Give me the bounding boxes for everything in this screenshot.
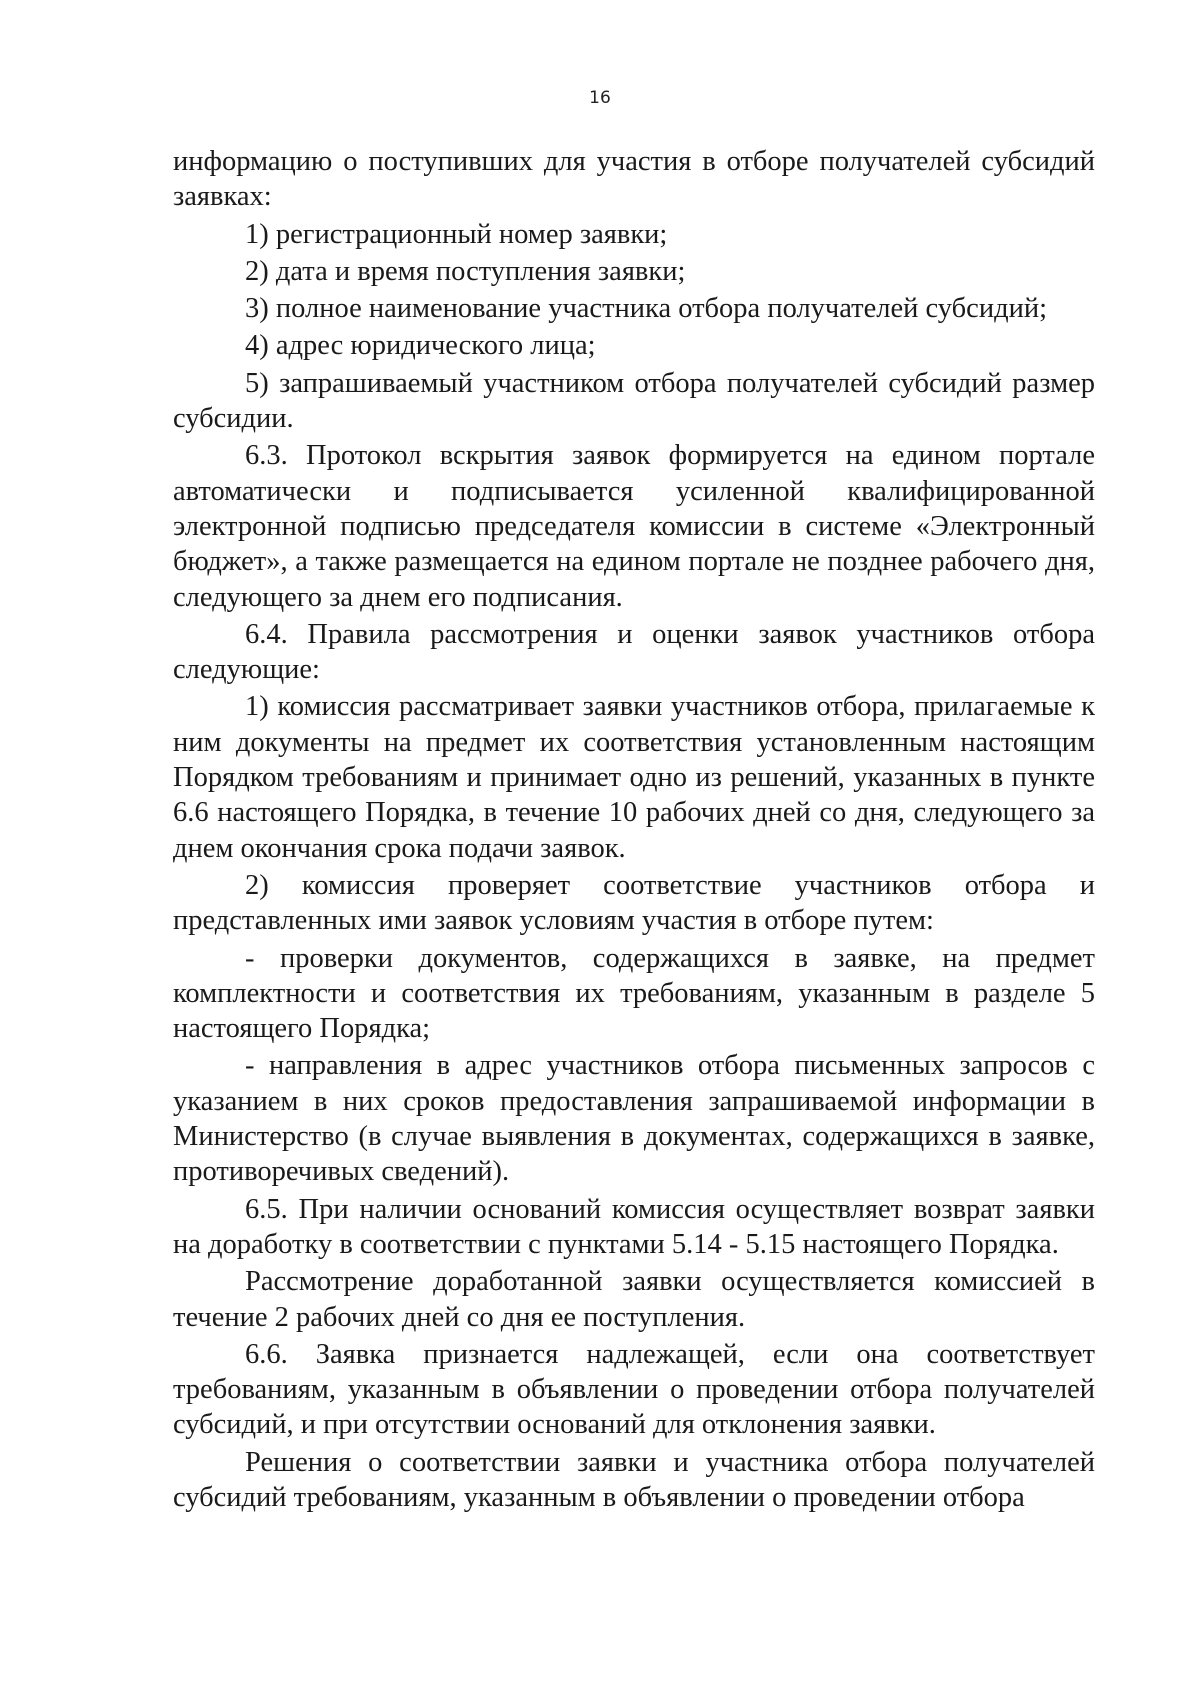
list-item-subsidy-amount: 5) запрашиваемый участником отбора получателей субсидий размер субсидии.: [173, 367, 1095, 435]
paragraph-decisions: Решения о соответствии заявки и участника отбора получателей субсидий требованиям, указанным в объявлении о проведении отбора: [173, 1446, 1095, 1513]
page-number: 16: [589, 88, 611, 108]
paragraph-6-3: 6.3. Протокол вскрытия заявок формируется на едином портале автоматически и подписывается усиленной квалифицированной электронной подписью председателя комиссии в системе «Электронный бюджет», а также размещается на едином портале не позднее рабочего дня, следующего за днем его подписания.: [173, 440, 1095, 613]
paragraph-6-6: 6.6. Заявка признается надлежащей, если она соответствует требованиям, указанным в объявлении о проведении отбора получателей субсидий, и при отсутствии оснований для отклонения заявки.: [173, 1338, 1095, 1441]
list-item-full-name: 3) полное наименование участника отбора получателей субсидий;: [245, 293, 1047, 325]
document-body: [173, 144, 1095, 1517]
paragraph-6-4-item-2: 2) комиссия проверяет соответствие участников отбора и представленных ими заявок условиям участия в отборе путем:: [173, 869, 1095, 937]
paragraph-send-requests: - направления в адрес участников отбора письменных запросов с указанием в них сроков предоставления запрашиваемой информации в Министерство (в случае выявления в документах, содержащихся в заявке, противоречивых сведений).: [173, 1050, 1095, 1188]
paragraph-review-revised: Рассмотрение доработанной заявки осуществляется комиссией в течение 2 рабочих дней со дня ее поступления.: [173, 1266, 1095, 1333]
list-item-registration-number: 1) регистрационный номер заявки;: [245, 218, 668, 250]
paragraph-6-4-item-1: 1) комиссия рассматривает заявки участников отбора, прилагаемые к ним документы на предмет их соответствия установленным настоящим Порядком требованиям и принимает одно из решений, указанных в пункте 6.6 настоящего Порядка, в течение 10 рабочих дней со дня, следующего за днем окончания срока подачи заявок.: [173, 691, 1095, 864]
list-item-date-time: 2) дата и время поступления заявки;: [245, 255, 686, 287]
list-item-legal-address: 4) адрес юридического лица;: [245, 330, 596, 362]
paragraph-6-5: 6.5. При наличии оснований комиссия осуществляет возврат заявки на доработку в соответствии с пунктами 5.14 - 5.15 настоящего Порядка.: [173, 1193, 1095, 1260]
paragraph-intro: информацию о поступивших для участия в отборе получателей субсидий заявках:: [173, 146, 1095, 213]
paragraph-check-documents: - проверки документов, содержащихся в заявке, на предмет комплектности и соответствия их требованиям, указанным в разделе 5 настоящего Порядка;: [173, 942, 1095, 1045]
paragraph-6-4: 6.4. Правила рассмотрения и оценки заявок участников отбора следующие:: [173, 618, 1095, 686]
